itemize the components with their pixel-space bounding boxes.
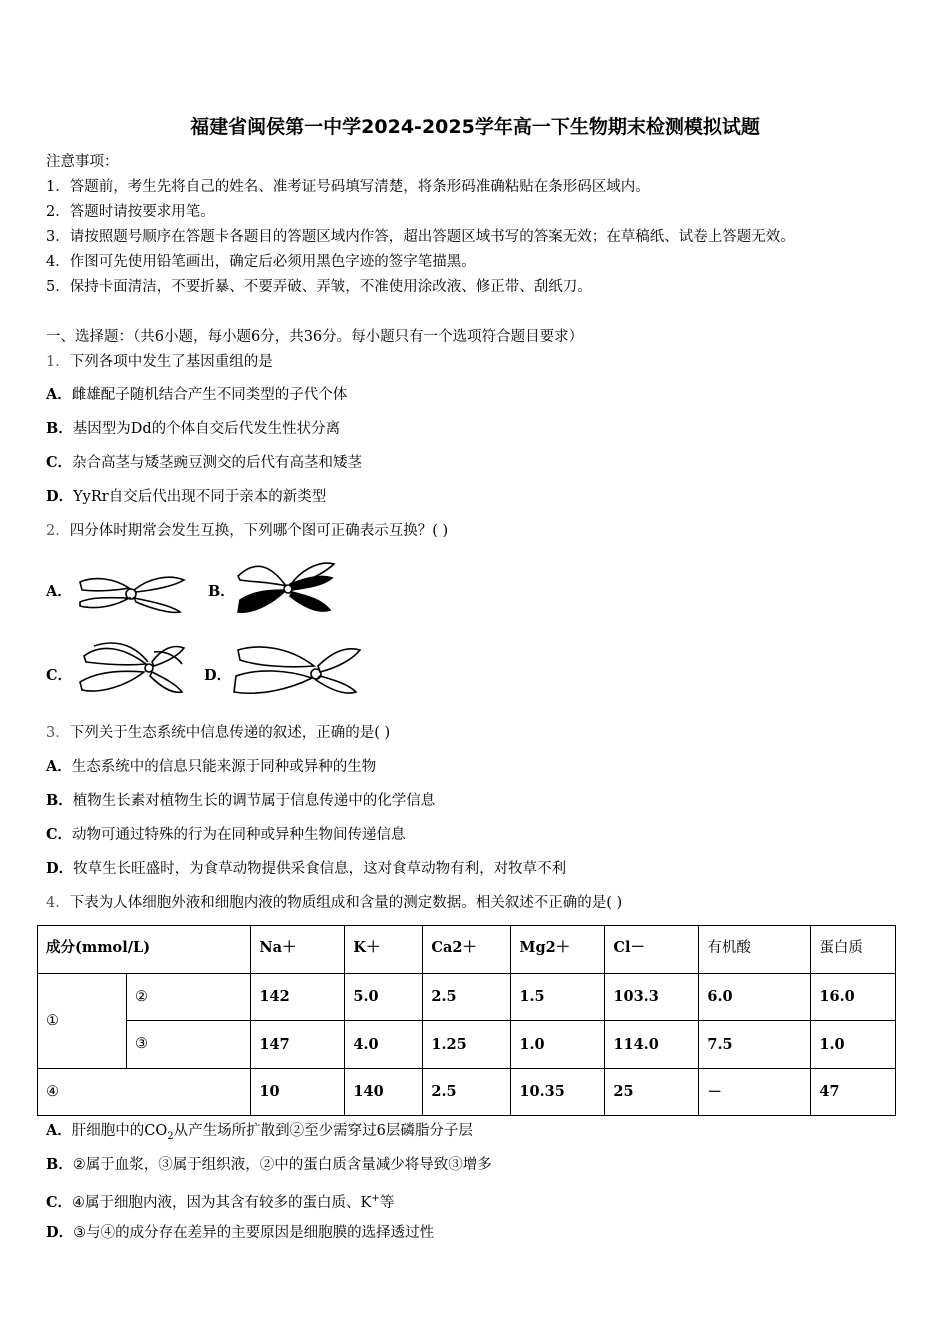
page-title: 福建省闽侯第一中学2024-2025学年高一下生物期末检测模拟试题 [190, 116, 760, 138]
notice-item: 4．作图可先使用铅笔画出，确定后必须用黑色字迹的签字笔描黑。 [46, 254, 476, 270]
question-2-stem [46, 521, 448, 541]
table-cell: 16.0 [811, 973, 896, 1021]
option-text: ④属于细胞内液，因为其含有较多的蛋白质、K [72, 1194, 372, 1211]
table-cell: 140 [345, 1068, 423, 1116]
q4-option-c [46, 1189, 394, 1213]
chromosome-figure-a-icon [74, 572, 189, 616]
question-number: 1． [46, 354, 70, 370]
q3-option-a [46, 757, 376, 777]
question-number: 2． [46, 523, 70, 539]
table-cell: 47 [811, 1068, 896, 1116]
table-header-cell: 成分(mmol/L) [38, 926, 251, 974]
option-text: 杂合高茎与矮茎豌豆测交的后代有高茎和矮茎 [72, 455, 363, 471]
q4-option-a [46, 1121, 473, 1147]
option-text: 从产生场所扩散到②至少需穿过6层磷脂分子层 [173, 1123, 473, 1139]
table-row [38, 1068, 896, 1116]
table-header-cell: Mg2＋ [511, 926, 605, 974]
q1-option-d [46, 487, 326, 507]
table-cell: 147 [251, 1021, 345, 1069]
table-cell: 6.0 [699, 973, 811, 1021]
question-text: 下列关于生态系统中信息传递的叙述，正确的是( ) [69, 725, 391, 741]
q4-option-d [46, 1223, 434, 1243]
superscript: + [371, 1193, 380, 1204]
q2-option-c-label: C． [46, 667, 73, 684]
table-cell: 1.0 [811, 1021, 896, 1069]
chromosome-figure-c-icon [74, 638, 189, 698]
q1-option-c [46, 453, 362, 473]
table-cell: 2.5 [423, 1068, 511, 1116]
q2-option-d-label: D． [204, 667, 232, 684]
table-cell: 1.5 [511, 973, 605, 1021]
subscript: 2 [167, 1130, 174, 1142]
notice-heading: 注意事项： [46, 154, 119, 170]
table-cell: 103.3 [605, 973, 699, 1021]
option-text: 基因型为Dd的个体自交后代发生性状分离 [72, 421, 341, 437]
option-label: C． [46, 1193, 73, 1211]
table-header-cell: K＋ [345, 926, 423, 974]
table-row [38, 1021, 896, 1069]
table-cell: 10 [251, 1068, 345, 1116]
option-label: A． [46, 386, 72, 403]
table-row-label: ④ [38, 1068, 251, 1116]
table-cell: 10.35 [511, 1068, 605, 1116]
option-text: 动物可通过特殊的行为在同种或异种生物间传递信息 [72, 827, 406, 843]
option-text: 雌雄配子随机结合产生不同类型的子代个体 [71, 387, 348, 403]
table-row [38, 973, 896, 1021]
option-text: 肝细胞中的CO [71, 1123, 168, 1139]
question-number: 4． [46, 895, 70, 911]
table-cell: 7.5 [699, 1021, 811, 1069]
q1-option-a [46, 385, 347, 405]
option-label: A． [46, 758, 72, 775]
table-cell: － [699, 1068, 811, 1116]
option-label: B． [46, 1156, 73, 1173]
option-label: B． [46, 792, 73, 809]
question-text: 下列各项中发生了基因重组的是 [69, 354, 273, 370]
q4-option-b [46, 1155, 492, 1175]
question-1-stem [46, 352, 273, 372]
q2-option-b-label: B． [208, 583, 235, 600]
option-text: 牧草生长旺盛时，为食草动物提供采食信息，这对食草动物有利，对牧草不利 [73, 861, 567, 877]
data-table [37, 925, 896, 1116]
table-group-cell: ① [38, 973, 127, 1068]
q3-option-b [46, 791, 435, 811]
option-label: C． [46, 454, 73, 471]
table-cell: 25 [605, 1068, 699, 1116]
table-cell: 4.0 [345, 1021, 423, 1069]
table-row-label: ③ [127, 1021, 251, 1069]
table-cell: 2.5 [423, 973, 511, 1021]
table-cell: 142 [251, 973, 345, 1021]
option-label: A． [46, 1122, 72, 1139]
table-cell: 1.0 [511, 1021, 605, 1069]
option-text: 等 [379, 1194, 395, 1211]
chromosome-figure-d-icon [228, 640, 366, 698]
table-header-cell: Na＋ [251, 926, 345, 974]
notice-item: 5．保持卡面清洁，不要折暴、不要弄破、弄皱，不准使用涂改液、修正带、刮纸刀。 [46, 279, 592, 295]
table-cell: 5.0 [345, 973, 423, 1021]
q1-option-b [46, 419, 340, 439]
option-text: YyRr自交后代出现不同于亲本的新类型 [73, 489, 327, 505]
table-header-cell: 有机酸 [699, 926, 811, 974]
q3-option-d [46, 859, 566, 879]
option-label: D． [46, 488, 74, 505]
q3-option-c [46, 825, 406, 845]
notice-item: 2．答题时请按要求用笔。 [46, 204, 215, 220]
table-header-cell: Ca2＋ [423, 926, 511, 974]
option-text: ③与④的成分存在差异的主要原因是细胞膜的选择透过性 [73, 1225, 435, 1241]
table-header-row [38, 926, 896, 974]
notice-item: 3．请按照题号顺序在答题卡各题目的答题区域内作答，超出答题区域书写的答案无效；在草稿纸、试卷上答题无效。 [46, 229, 795, 245]
option-label: D． [46, 1224, 74, 1241]
option-text: 生态系统中的信息只能来源于同种或异种的生物 [71, 759, 377, 775]
option-text: 植物生长素对植物生长的调节属于信息传递中的化学信息 [72, 793, 436, 809]
table-row-label: ② [127, 973, 251, 1021]
table-cell: 114.0 [605, 1021, 699, 1069]
table-header-cell: Cl－ [605, 926, 699, 974]
option-text: ②属于血浆，③属于组织液，②中的蛋白质含量减少将导致③增多 [72, 1157, 492, 1173]
question-text: 下表为人体细胞外液和细胞内液的物质组成和含量的测定数据。相关叙述不正确的是( ) [69, 895, 623, 911]
q2-option-a-label: A． [46, 583, 72, 600]
chromosome-figure-b-icon [230, 556, 340, 618]
table-cell: 1.25 [423, 1021, 511, 1069]
option-label: D． [46, 860, 74, 877]
table-header-cell: 蛋白质 [811, 926, 896, 974]
option-label: B． [46, 420, 73, 437]
section-heading: 一、选择题：（共6小题，每小题6分，共36分。每小题只有一个选项符合题目要求） [46, 329, 584, 345]
question-4-stem [46, 893, 622, 913]
option-label: C． [46, 826, 73, 843]
notice-item: 1．答题前，考生先将自己的姓名、准考证号码填写清楚，将条形码准确粘贴在条形码区域内。 [46, 179, 650, 195]
question-number: 3． [46, 725, 70, 741]
question-3-stem [46, 723, 390, 743]
question-text: 四分体时期常会发生互换，下列哪个图可正确表示互换？( ) [69, 523, 449, 539]
